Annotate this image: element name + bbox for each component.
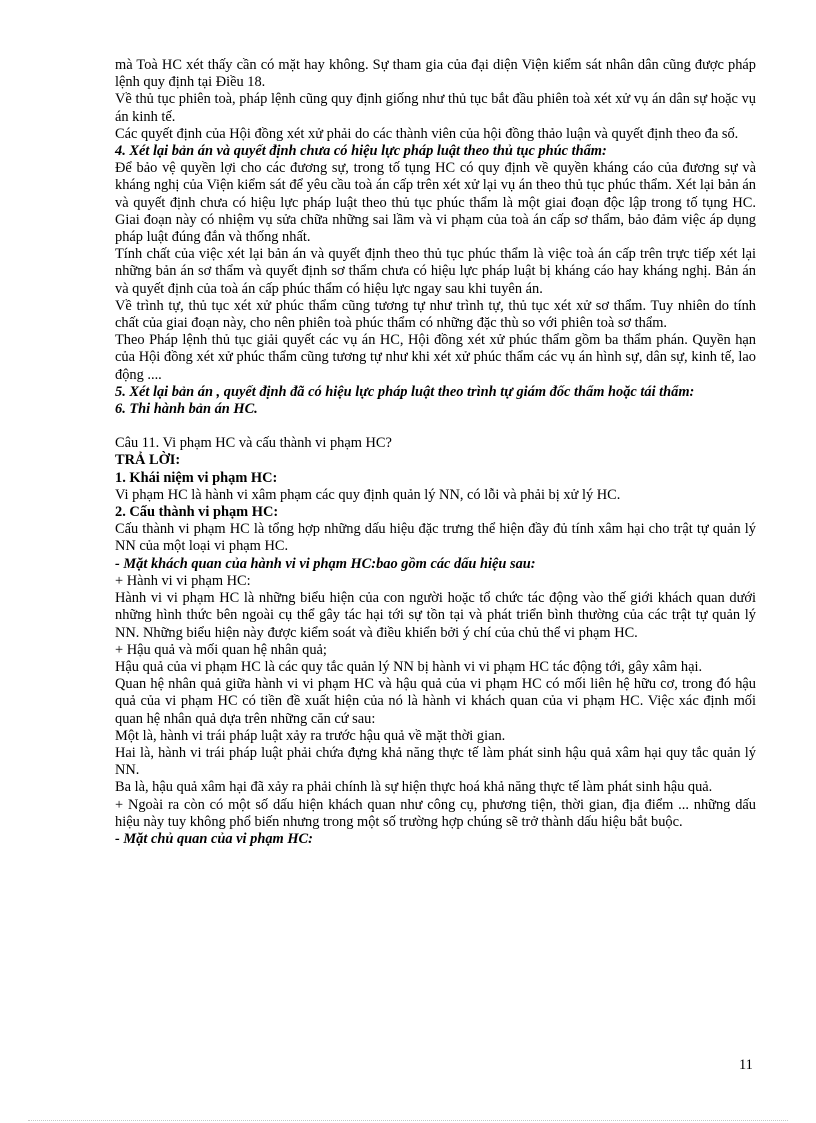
paragraph: Về trình tự, thủ tục xét xử phúc thẩm cũng tương tự như trình tự, thủ tục xét xử sơ thẩm. Tuy nhiên do tính chất của giai đoạn này, cho nên phiên toà phúc thẩm có những đặc thù so với phiên toà sơ thẩm.: [115, 297, 756, 332]
section-heading: - Mặt chủ quan của vi phạm HC:: [115, 830, 313, 847]
paragraph: Quan hệ nhân quả giữa hành vi vi phạm HC và hậu quả của vi phạm HC có mối liên hệ hữu cơ, trong đó hậu quả của vi phạm HC có tiền đề xuất hiện của nó là hành vi khách quan của vi phạm HC. Việc xác định mối quan hệ nhân quả dựa trên những căn cứ sau:: [115, 676, 756, 727]
paragraph: Tính chất của việc xét lại bản án và quyết định theo thủ tục phúc thẩm là việc toà án cấp trên trực tiếp xét lại những bản án sơ thẩm và quyết định sơ thẩm chưa có hiệu lực pháp luật bị kháng cáo hay kháng nghị. Bản án và quyết định của toà án cấp phúc thẩm có hiệu lực ngay sau khi tuyên án.: [115, 246, 756, 297]
paragraph: Cấu thành vi phạm HC là tổng hợp những dấu hiệu đặc trưng thể hiện đầy đủ tính xâm hại cho trật tự quản lý NN của một loại vi phạm HC.: [115, 521, 756, 555]
paragraph: Hai là, hành vi trái pháp luật phải chứa đựng khả năng thực tế làm phát sinh hậu quả xâm hại quy tắc quản lý NN.: [115, 744, 756, 779]
page-number: 11: [739, 1057, 753, 1073]
section-heading: 5. Xét lại bản án , quyết định đã có hiệu lực pháp luật theo trình tự giám đốc thẩm hoặc tái thẩm:: [115, 383, 695, 400]
section-heading: 4. Xét lại bản án và quyết định chưa có hiệu lực pháp luật theo thủ tục phúc thẩm:: [115, 143, 607, 160]
question-title: Câu 11. Vi phạm HC và cấu thành vi phạm HC?: [115, 435, 392, 452]
answer-label: TRẢ LỜI:: [115, 452, 181, 469]
paragraph: Một là, hành vi trái pháp luật xảy ra trước hậu quả về mặt thời gian.: [115, 727, 506, 744]
paragraph: mà Toà HC xét thấy cần có mặt hay không. Sự tham gia của đại diện Viện kiểm sát nhân dân cũng được pháp lệnh quy định tại Điều 18.: [115, 57, 756, 91]
paragraph: + Hậu quả và mối quan hệ nhân quả;: [115, 641, 327, 658]
paragraph: + Ngoài ra còn có một số dấu hiện khách quan như công cụ, phương tiện, thời gian, địa điểm ... những dấu hiệu này tuy không phổ biến nhưng trong một số trường hợp chúng sẽ trở thành dấu hiệu bắt buộc.: [115, 796, 756, 830]
paragraph: Để bảo vệ quyền lợi cho các đương sự, trong tố tụng HC có quy định về quyền kháng cáo của đương sự và kháng nghị của Viện kiểm sát để yêu cầu toà án cấp trên xét xử lại vụ án theo thủ tục phúc thẩm. Xét lại bản án và quyết định chưa có hiệu lực pháp luật theo thủ tục phúc thẩm là một giai đoạn độc lập trong tố tụng HC. Giai đoạn này có nhiệm vụ sửa chữa những sai lầm và vi phạm của toà án cấp sơ thẩm, bảo đảm việc áp dụng pháp luật đúng đắn và thống nhất.: [115, 160, 756, 246]
paragraph: Ba là, hậu quả xâm hại đã xảy ra phải chính là sự hiện thực hoá khả năng thực tế làm phát sinh hậu quả.: [115, 779, 713, 796]
paragraph: Các quyết định của Hội đồng xét xử phải do các thành viên của hội đồng thảo luận và quyết định theo đa số.: [115, 125, 739, 142]
paragraph: Vi phạm HC là hành vi xâm phạm các quy định quản lý NN, có lỗi và phải bị xử lý HC.: [115, 486, 621, 503]
document-body: [115, 57, 756, 848]
paragraph: + Hành vi vi phạm HC:: [115, 572, 251, 589]
blank-line: [115, 418, 756, 435]
section-heading: 2. Cấu thành vi phạm HC:: [115, 504, 279, 521]
section-heading: 1. Khái niệm vi phạm HC:: [115, 469, 278, 486]
paragraph: Về thủ tục phiên toà, pháp lệnh cũng quy định giống như thủ tục bắt đầu phiên toà xét xử vụ án dân sự hoặc vụ án kinh tế.: [115, 91, 756, 125]
paragraph: Theo Pháp lệnh thủ tục giải quyết các vụ án HC, Hội đồng xét xử phúc thẩm gồm ba thẩm phán. Quyền hạn của Hội đồng xét xử phúc thẩm cũng tương tự như khi xét xử phúc thẩm các vụ án hình sự, dân sự, kinh tế, lao động ....: [115, 332, 756, 383]
section-heading: 6. Thi hành bản án HC.: [115, 401, 258, 418]
paragraph: Hậu quả của vi phạm HC là các quy tắc quản lý NN bị hành vi vi phạm HC tác động tới, gây xâm hại.: [115, 658, 703, 675]
page-bottom-divider: [28, 1120, 788, 1121]
paragraph: Hành vi vi phạm HC là những biểu hiện của con người hoặc tổ chức tác động vào thế giới khách quan dưới những hình thức bên ngoài cụ thể gây tác hại tới sự tồn tại và phát triển bình thường của các trật tự quản lý NN. Những biểu hiện này được kiểm soát và điều khiển bởi ý chí của chủ thể vi phạm HC.: [115, 590, 756, 641]
section-heading: - Mặt khách quan của hành vi vi phạm HC:bao gồm các dấu hiệu sau:: [115, 555, 536, 572]
